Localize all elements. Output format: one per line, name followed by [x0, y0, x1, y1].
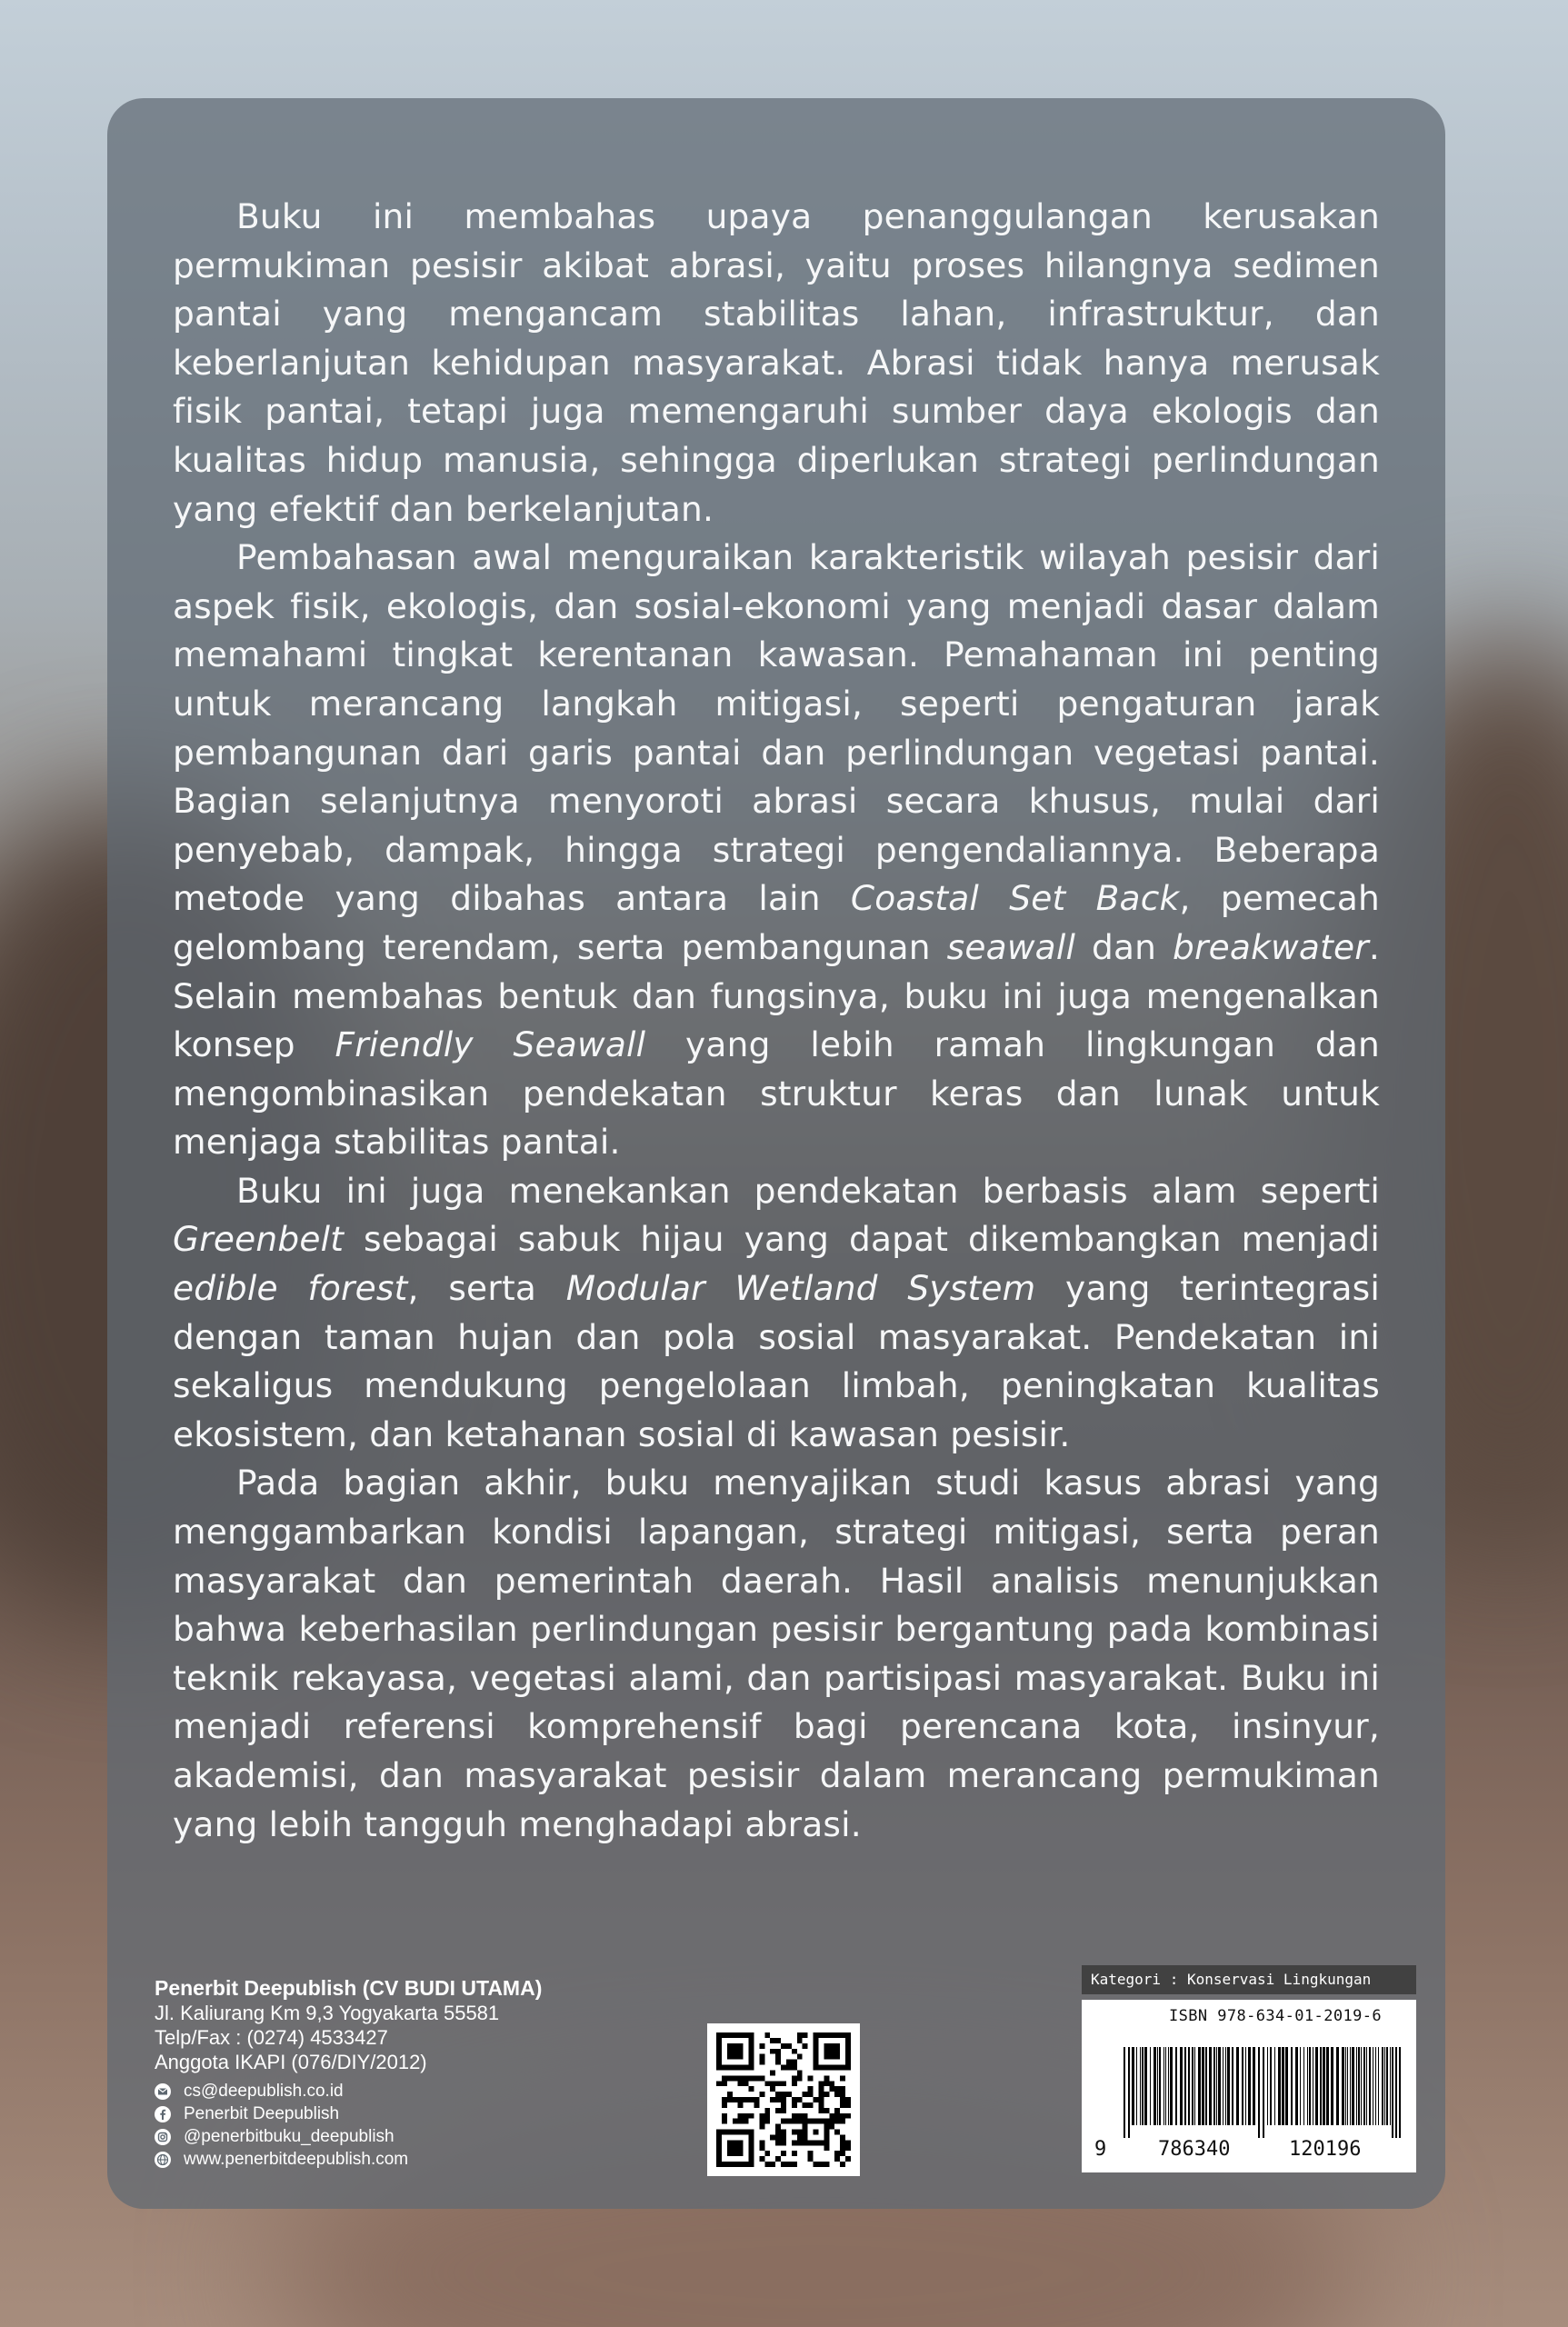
- barcode-digits-right: 120196: [1289, 2138, 1362, 2161]
- qr-code-image: [716, 2032, 851, 2167]
- italic-term: seawall: [946, 926, 1076, 967]
- contact-email[interactable]: [155, 2080, 542, 2102]
- blurb-paragraph-2: [173, 534, 1380, 1167]
- blurb-paragraph-4: Pada bagian akhir, buku menyajikan studi kasus abrasi yang menggambarkan kondisi lapangan, strategi mitigasi, serta peran masyarakat dan pemerintah daerah. Hasil analisis menunjukkan bahwa keberhasilan perlindungan pesisir bergantung pada kombinasi teknik rekayasa, vegetasi alami, dan partisipasi masyarakat. Buku ini menjadi referensi komprehensif bagi perencana kota, insinyur, akademisi, dan masyarakat pesisir dalam merancang permukiman yang lebih tangguh menghadapi abrasi.: [173, 1463, 1380, 1844]
- blurb: [173, 193, 1380, 1849]
- contact-website-text: www.penerbitdeepublish.com: [184, 2150, 409, 2169]
- text-run: yang terintegrasi dengan taman hujan dan pola sosial masyarakat. Pendekatan ini sekaligus mendukung pengelolaan limbah, peningkatan kualitas ekosistem, dan ketahanan sosial di kawasan pesisir.: [173, 1268, 1380, 1454]
- italic-term: breakwater: [1173, 926, 1369, 967]
- instagram-icon: [155, 2129, 171, 2145]
- isbn-number: ISBN 978-634-01-2019-6: [1169, 2007, 1382, 2025]
- text-run: Buku ini juga menekankan pendekatan berbasis alam seperti: [236, 1170, 1380, 1211]
- italic-term: Modular Wetland System: [565, 1268, 1036, 1309]
- facebook-icon: [155, 2106, 171, 2122]
- category-label: Kategori : Konservasi Lingkungan: [1082, 1965, 1416, 1994]
- globe-icon: [155, 2152, 171, 2168]
- publisher-info: [155, 1976, 542, 2171]
- text-run: Pembahasan awal menguraikan karakteristik wilayah pesisir dari aspek fisik, ekologis, dan sosial-ekonomi yang menjadi dasar dalam memahami tingkat kerentanan kawasan. Pemahaman ini penting untuk merancang langkah mitigasi, seperti pengaturan jarak pembangunan dari garis pantai dan perlindungan vegetasi pantai. Bagian selanjutnya menyoroti abrasi secara khusus, mulai dari penyebab, dampak, hingga strategi pengendaliannya. Beberapa metode yang dibahas antara lain: [173, 537, 1380, 919]
- italic-term: Friendly Seawall: [335, 1024, 646, 1065]
- isbn-block: [1082, 1965, 1416, 2172]
- publisher-address: Jl. Kaliurang Km 9,3 Yogyakarta 55581: [155, 2002, 500, 2024]
- email-icon: [155, 2083, 171, 2100]
- contact-instagram[interactable]: [155, 2125, 542, 2148]
- text-panel: [107, 98, 1445, 2209]
- qr-code[interactable]: [707, 2023, 860, 2176]
- barcode-digits-left: 786340: [1158, 2138, 1231, 2161]
- contact-list: [155, 2080, 542, 2171]
- contact-instagram-text: @penerbitbuku_deepublish: [184, 2127, 394, 2146]
- italic-term: Greenbelt: [173, 1219, 345, 1260]
- publisher-phone: Telp/Fax : (0274) 4533427: [155, 2026, 388, 2049]
- contact-email-text: cs@deepublish.co.id: [184, 2082, 344, 2101]
- blurb-paragraph-1: Buku ini membahas upaya penanggulangan kerusakan permukiman pesisir akibat abrasi, yaitu proses hilangnya sedimen pantai yang mengancam stabilitas lahan, infrastruktur, dan keberlanjutan kehidupan masyarakat. Abrasi tidak hanya merusak fisik pantai, tetapi juga memengaruhi sumber daya ekologis dan kualitas hidup manusia, sehingga diperlukan strategi perlindungan yang efektif dan berkelanjutan.: [173, 196, 1380, 529]
- italic-term: edible forest: [173, 1268, 408, 1309]
- publisher-name: Penerbit Deepublish (CV BUDI UTAMA): [155, 1976, 543, 2000]
- publisher-member: Anggota IKAPI (076/DIY/2012): [155, 2051, 427, 2073]
- text-run: . Selain membahas bentuk dan fungsinya, buku ini juga mengenalkan konsep: [173, 926, 1380, 1065]
- blurb-paragraph-3: [173, 1167, 1380, 1460]
- contact-facebook[interactable]: [155, 2102, 542, 2125]
- barcode-box: [1082, 2000, 1416, 2172]
- italic-term: Coastal Set Back: [850, 878, 1180, 919]
- text-run: , pemecah gelombang terendam, serta pembangunan: [173, 878, 1381, 967]
- text-run: yang lebih ramah lingkungan dan mengombinasikan pendekatan struktur keras dan lunak untuk menjaga stabilitas pantai.: [173, 1024, 1381, 1163]
- text-run: sebagai sabuk hijau yang dapat dikembangkan menjadi: [344, 1219, 1380, 1260]
- barcode-digit-first: 9: [1094, 2138, 1107, 2161]
- text-run: , serta: [407, 1268, 566, 1309]
- text-run: dan: [1075, 926, 1174, 967]
- barcode: [1124, 2047, 1403, 2138]
- contact-website[interactable]: [155, 2148, 542, 2171]
- contact-facebook-text: Penerbit Deepublish: [184, 2104, 340, 2123]
